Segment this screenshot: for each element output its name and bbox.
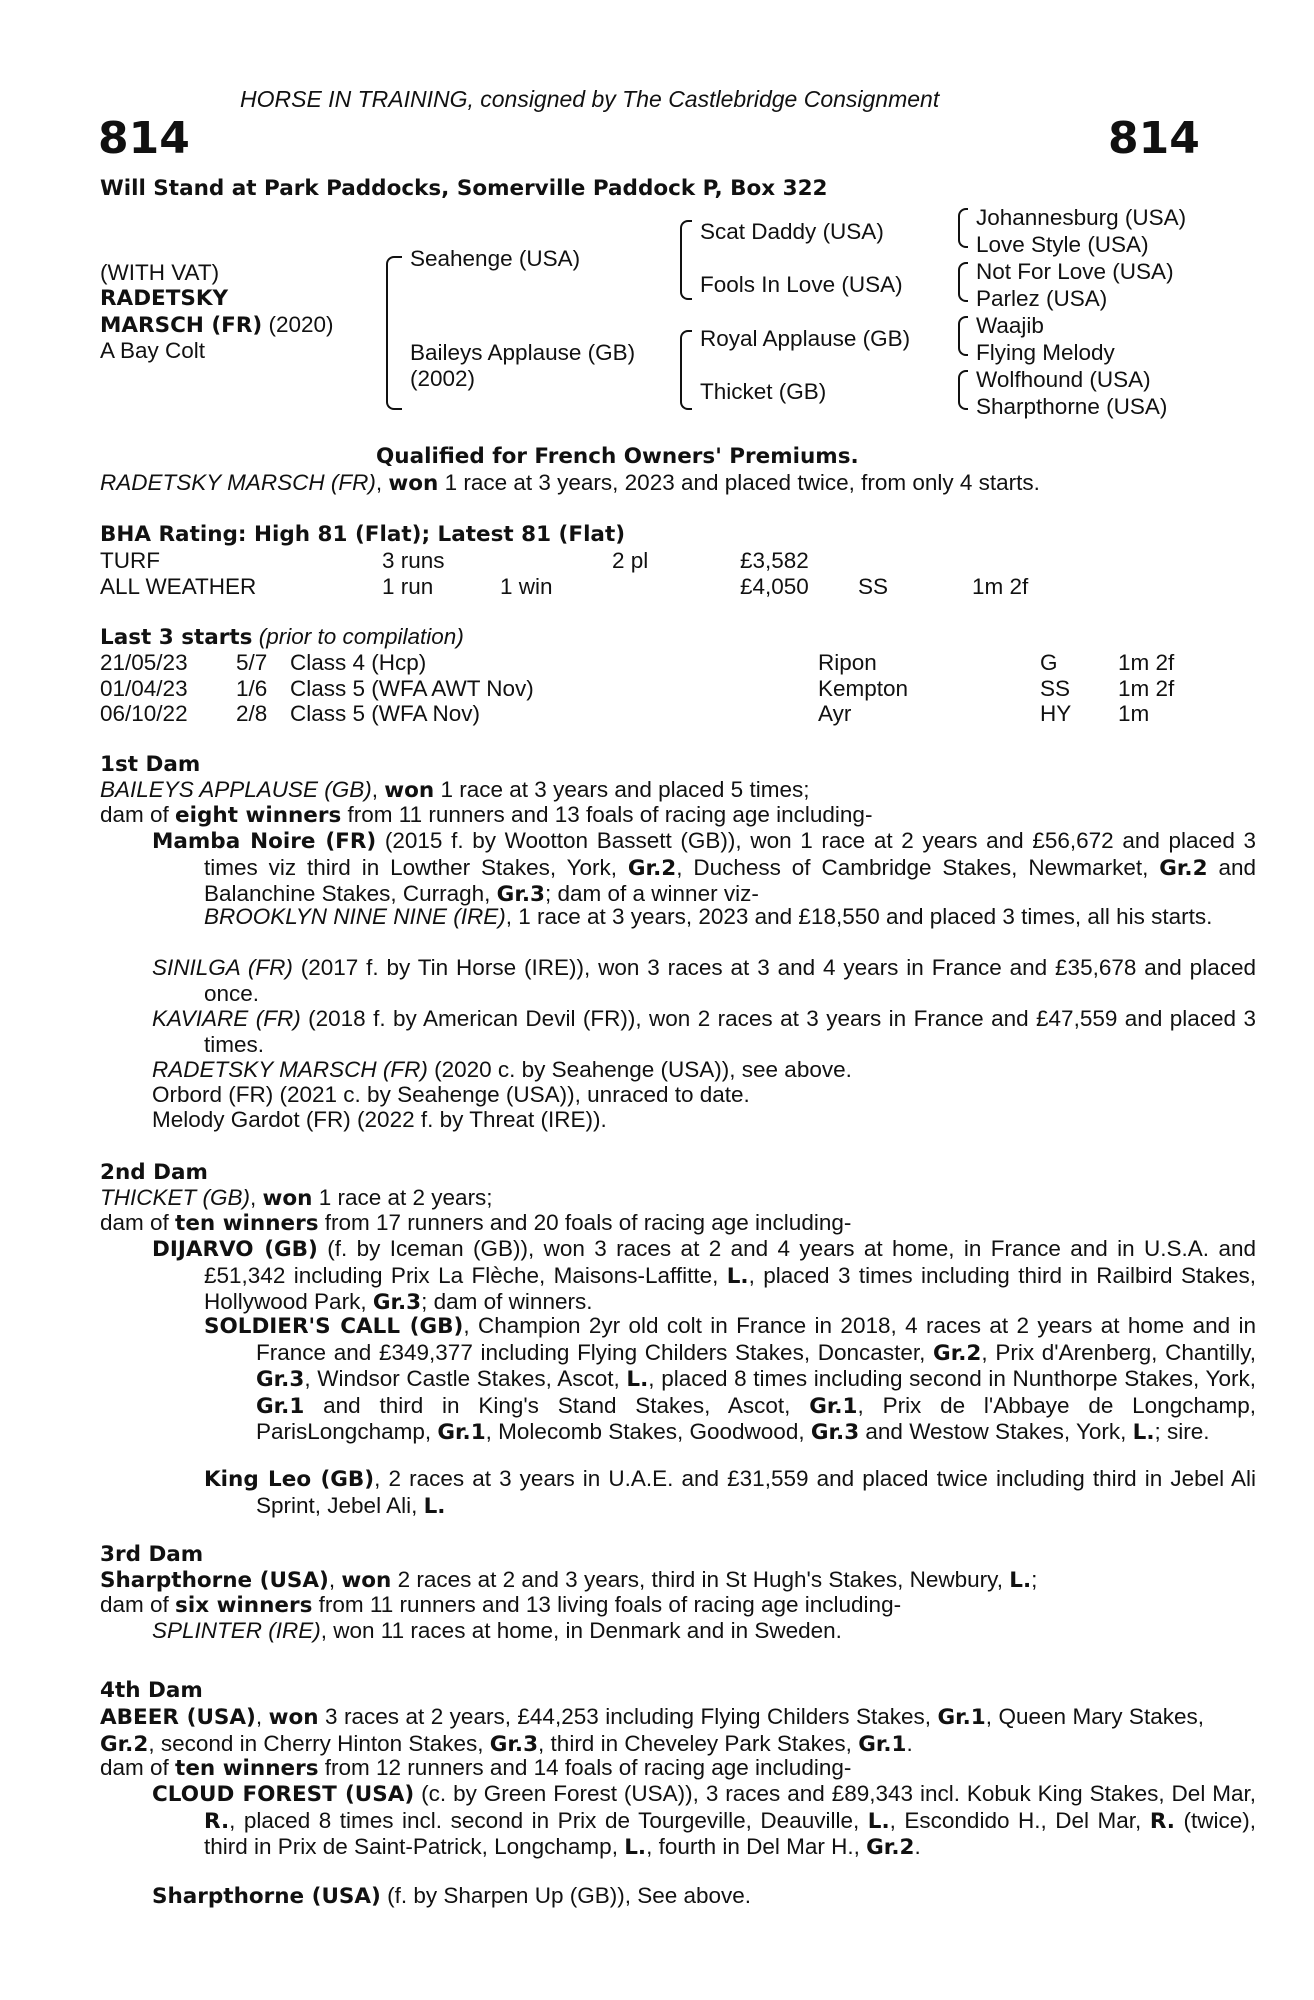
- grade: Gr.1: [937, 1705, 986, 1730]
- start-course: Ripon: [818, 650, 877, 675]
- entry-text: , placed 8 times incl. second in Prix de Tourgeville, Deauville,: [229, 1807, 868, 1833]
- grade: Gr.2: [1159, 855, 1208, 881]
- dam3-entry-splinter: [152, 1618, 1256, 1644]
- start-row: [100, 701, 1200, 727]
- entry-name: Sharpthorne (USA): [152, 1884, 381, 1909]
- dam4-entry-sharpthorne: [152, 1883, 1256, 1910]
- grade: L.: [1132, 1420, 1155, 1445]
- race-summary: [100, 470, 1040, 497]
- dam1-produce-pre: dam of: [100, 802, 176, 827]
- dam1-name: BAILEYS APPLAUSE (GB): [100, 777, 372, 802]
- grade: L.: [624, 1835, 647, 1860]
- sire-name: Seahenge (USA): [410, 246, 581, 271]
- entry-text: and Westow Stakes, York,: [859, 1419, 1133, 1444]
- start-course: Kempton: [818, 675, 909, 701]
- grade: Gr.3: [496, 882, 545, 907]
- entry-text: , fourth in Del Mar H.,: [646, 1834, 867, 1859]
- summary-horse: RADETSKY MARSCH (FR): [100, 470, 376, 495]
- dam2-record-text: 1 race at 2 years;: [312, 1185, 493, 1210]
- entry-name: King Leo (GB): [204, 1467, 375, 1492]
- dam-sire-sire: Waajib: [976, 313, 1044, 338]
- start-going: G: [1040, 650, 1058, 675]
- last-starts-heading: [100, 624, 464, 651]
- stand-location: Will Stand at Park Paddocks, Somerville Paddock P, Box 322: [100, 176, 828, 201]
- dam2-produce: [100, 1210, 1204, 1237]
- start-date: 06/10/22: [100, 701, 188, 726]
- grade: L.: [867, 1808, 890, 1834]
- entry-name: SPLINTER (IRE): [152, 1618, 321, 1643]
- dam4-record-text: 3 races at 2 years, £44,253 including Flying Childers Stakes,: [318, 1704, 938, 1729]
- dam2-record: [100, 1185, 1204, 1212]
- dam4-record: [100, 1704, 1204, 1757]
- dam1-entry-kaviare: [152, 1006, 1256, 1057]
- brace-ss: [958, 208, 968, 248]
- entry-text: (2015 f. by Wootton Bassett (GB)), won 1 race at 2 years and £56,672 and placed 3 times viz third in Lowther Stakes, York,: [204, 828, 1257, 880]
- entry-text: , placed 3 times including third in Railbird Stakes, Hollywood Park,: [204, 1262, 1256, 1314]
- entry-text: (f. by Sharpen Up (GB)), See above.: [380, 1883, 752, 1908]
- dam2-produce-pre: dam of: [100, 1210, 176, 1235]
- summary-sep: ,: [375, 470, 389, 495]
- grade: L.: [423, 1493, 446, 1519]
- last-starts-title: Last 3 starts: [100, 625, 253, 650]
- dam1-entry-melody: Melody Gardot (FR) (2022 f. by Threat (IRE)).: [152, 1107, 607, 1132]
- dam3-produce-pre: dam of: [100, 1592, 176, 1617]
- dam4-record-end: .: [906, 1730, 913, 1756]
- dam1-won: won: [384, 778, 435, 803]
- premium-note: Qualified for French Owners' Premiums.: [376, 444, 859, 469]
- consignor-subtitle: HORSE IN TRAINING, consigned by The Castlebridge Consignment: [240, 86, 940, 112]
- dam1-record-text: 1 race at 3 years and placed 5 times;: [434, 777, 810, 802]
- rating-places: 2 pl: [612, 548, 649, 573]
- grade: Gr.2: [100, 1731, 149, 1757]
- start-pos: 5/7: [236, 650, 268, 675]
- dam4-won: won: [268, 1705, 319, 1730]
- grade: Gr.1: [256, 1393, 305, 1419]
- entry-text: , Prix de l'Abbaye de Longchamp, ParisLongchamp,: [256, 1392, 1256, 1444]
- start-dist: 1m: [1118, 701, 1150, 726]
- entry-text: (c. by Green Forest (USA)), 3 races and £89,343 incl. Kobuk King Stakes, Del Mar,: [414, 1781, 1257, 1806]
- lot-number-left: 814: [98, 113, 190, 164]
- entry-name: KAVIARE (FR): [152, 1006, 301, 1031]
- dam4-sep: ,: [255, 1704, 269, 1729]
- last-starts-note: (prior to compilation): [252, 624, 464, 649]
- dam4-produce: [100, 1755, 1204, 1782]
- rating-wins: 1 win: [500, 573, 553, 599]
- entry-text: , Molecomb Stakes, Goodwood,: [485, 1419, 811, 1444]
- start-race: Class 5 (WFA Nov): [290, 701, 481, 726]
- sire-dam-dam: Parlez (USA): [976, 286, 1108, 311]
- entry-text: , won 11 races at home, in Denmark and in Sweden.: [320, 1618, 842, 1643]
- entry-text: , Prix d'Arenberg, Chantilly,: [981, 1339, 1256, 1365]
- dam1-entry-sinilga: [152, 955, 1256, 1006]
- dam1-sep: ,: [371, 777, 385, 802]
- entry-text: , 2 races at 3 years in U.A.E. and £31,559 and placed twice including third in Jebel Ali Sprint, Jebel Ali,: [256, 1466, 1257, 1518]
- rating-runs: 1 run: [382, 573, 434, 599]
- start-race: Class 4 (Hcp): [290, 650, 427, 675]
- entry-text: (2018 f. by American Devil (FR)), won 2 races at 3 years in France and £47,559 and placed 3 times.: [204, 1006, 1256, 1057]
- rating-prize: £4,050: [740, 573, 809, 599]
- grade: L.: [1009, 1568, 1032, 1593]
- rating-surface: ALL WEATHER: [100, 573, 257, 599]
- start-going: SS: [1040, 675, 1071, 701]
- dam1-winners: eight winners: [175, 803, 342, 828]
- dam1-produce-post: from 11 runners and 13 foals of racing age including-: [341, 802, 873, 827]
- entry-text: , Windsor Castle Stakes, Ascot,: [304, 1366, 627, 1391]
- dam-dam-dam: Sharpthorne (USA): [976, 394, 1168, 419]
- sire-dam-sire: Not For Love (USA): [976, 259, 1174, 284]
- entry-name: CLOUD FOREST (USA): [152, 1782, 415, 1807]
- dam3-heading: 3rd Dam: [100, 1542, 204, 1567]
- dam3-produce: [100, 1592, 1204, 1619]
- entry-text: (twice), third in Prix de Saint-Patrick, Longchamp,: [204, 1807, 1256, 1859]
- dam4-produce-post: from 12 runners and 14 foals of racing age including-: [318, 1755, 852, 1780]
- rating-runs: 3 runs: [382, 548, 445, 573]
- entry-text: and third in King's Stand Stakes, Ascot,: [304, 1392, 810, 1418]
- grade: Gr.1: [858, 1731, 907, 1757]
- entry-text: and Balanchine Stakes, Curragh,: [204, 854, 1256, 906]
- sire-sire-dam: Love Style (USA): [976, 232, 1149, 257]
- grade: R.: [204, 1808, 230, 1834]
- dam2-entry-dijarvo: [152, 1236, 1256, 1316]
- entry-name: SOLDIER'S CALL (GB): [204, 1314, 464, 1339]
- vat-note: (WITH VAT): [100, 260, 220, 285]
- dam1-entry-brooklyn: [204, 904, 1256, 930]
- entry-text: ; dam of a winner viz-: [544, 881, 759, 906]
- brace-ds: [958, 316, 968, 356]
- horse-year: (2020): [262, 312, 334, 337]
- grade: L.: [726, 1263, 749, 1289]
- starts-table: [100, 650, 1200, 727]
- entry-text: (f. by Iceman (GB)), won 3 races at 2 and 4 years at home, in France and in U.S.A. and £51,342 including Prix La Flèche, Maisons-Laffitte,: [204, 1236, 1256, 1288]
- sire-sire: Scat Daddy (USA): [700, 219, 884, 244]
- brace-dd: [958, 370, 968, 410]
- summary-won: won: [388, 471, 439, 496]
- horse-description: A Bay Colt: [100, 338, 206, 363]
- start-date: 21/05/23: [100, 650, 188, 675]
- dam4-record-text: , Queen Mary Stakes,: [985, 1704, 1204, 1729]
- grade: R.: [1149, 1808, 1175, 1834]
- entry-name: Mamba Noire (FR): [152, 829, 377, 854]
- entry-text: (2017 f. by Tin Horse (IRE)), won 3 races at 3 and 4 years in France and £35,678 and placed once.: [204, 955, 1256, 1006]
- grade: L.: [626, 1367, 649, 1392]
- dam4-produce-pre: dam of: [100, 1755, 176, 1780]
- dam1-entry-radetsky: [152, 1057, 1256, 1083]
- dam-year: (2002): [410, 366, 476, 391]
- dam2-entry-king-leo: [204, 1466, 1256, 1519]
- rating-going: SS: [858, 573, 889, 599]
- start-date: 01/04/23: [100, 675, 188, 701]
- brace-dam: [680, 330, 692, 410]
- sire-dam: Fools In Love (USA): [700, 272, 903, 297]
- dam-dam: Thicket (GB): [700, 379, 827, 404]
- entry-text: .: [914, 1834, 921, 1859]
- dam1-heading: 1st Dam: [100, 752, 201, 777]
- start-race: Class 5 (WFA AWT Nov): [290, 675, 534, 701]
- dam-name: Baileys Applause (GB): [410, 340, 636, 365]
- entry-name: SINILGA (FR): [152, 955, 293, 980]
- entry-text: ; sire.: [1154, 1419, 1210, 1444]
- grade: Gr.1: [437, 1420, 486, 1445]
- lot-number-right: 814: [1108, 113, 1200, 164]
- dam4-record-text: , second in Cherry Hinton Stakes,: [148, 1730, 490, 1756]
- dam2-sep: ,: [250, 1185, 263, 1210]
- dam4-name: ABEER (USA): [100, 1705, 256, 1730]
- entry-text: , placed 8 times including second in Nunthorpe Stakes, York,: [648, 1366, 1256, 1391]
- entry-name: RADETSKY MARSCH (FR): [152, 1057, 428, 1082]
- grade: Gr.3: [810, 1420, 860, 1445]
- rating-table: [100, 548, 1200, 599]
- dam3-record-text: 2 races at 2 and 3 years, third in St Hugh's Stakes, Newbury,: [391, 1567, 1010, 1592]
- start-dist: 1m 2f: [1118, 650, 1175, 675]
- dam3-produce-post: from 11 runners and 13 living foals of racing age including-: [312, 1592, 902, 1617]
- start-going: HY: [1040, 701, 1072, 726]
- entry-text: ; dam of winners.: [421, 1289, 593, 1314]
- grade: Gr.2: [866, 1835, 915, 1860]
- rating-prize: £3,582: [740, 548, 809, 573]
- start-dist: 1m 2f: [1118, 675, 1175, 701]
- horse-name-line2: [100, 312, 334, 339]
- dam3-won: won: [341, 1568, 392, 1593]
- dam2-heading: 2nd Dam: [100, 1160, 208, 1185]
- dam1-record: [100, 777, 1204, 804]
- entry-name: BROOKLYN NINE NINE (IRE): [204, 904, 506, 929]
- dam4-heading: 4th Dam: [100, 1678, 203, 1703]
- dam3-name: Sharpthorne (USA): [100, 1568, 329, 1593]
- rating-row-aw: [100, 574, 1200, 600]
- entry-text: , Escondido H., Del Mar,: [889, 1807, 1150, 1833]
- dam3-record: [100, 1567, 1204, 1594]
- start-pos: 2/8: [236, 701, 268, 726]
- dam2-won: won: [262, 1186, 313, 1211]
- dam2-entry-soldiers-call: [204, 1313, 1256, 1446]
- summary-rest: 1 race at 3 years, 2023 and placed twice, from only 4 starts.: [438, 470, 1040, 495]
- grade: Gr.3: [372, 1290, 422, 1315]
- horse-name-line1: RADETSKY: [100, 286, 229, 311]
- grade: Gr.1: [809, 1393, 858, 1419]
- entry-name: DIJARVO (GB): [152, 1237, 318, 1262]
- start-row: [100, 650, 1200, 676]
- dam2-produce-post: from 17 runners and 20 foals of racing age including-: [318, 1210, 852, 1235]
- dam4-entry-cloud-forest: [152, 1781, 1256, 1861]
- grade: Gr.3: [489, 1731, 539, 1757]
- brace-sd: [958, 262, 968, 302]
- dam1-produce: [100, 802, 1204, 829]
- dam-sire: Royal Applause (GB): [700, 326, 911, 351]
- rating-dist: 1m 2f: [972, 573, 1029, 599]
- grade: Gr.2: [933, 1340, 982, 1366]
- rating-surface: TURF: [100, 548, 160, 573]
- dam-dam-sire: Wolfhound (USA): [976, 367, 1151, 392]
- entry-text: , Duchess of Cambridge Stakes, Newmarket,: [676, 854, 1160, 880]
- entry-text: (2020 c. by Seahenge (USA)), see above.: [427, 1057, 852, 1082]
- dam3-record-end: ;: [1031, 1567, 1038, 1592]
- start-row: [100, 676, 1200, 702]
- dam4-record-text: , third in Cheveley Park Stakes,: [538, 1730, 859, 1756]
- horse-name-line2-text: MARSCH (FR): [100, 313, 263, 338]
- dam1-entry-mamba: [152, 828, 1256, 908]
- start-pos: 1/6: [236, 675, 268, 701]
- bha-rating: BHA Rating: High 81 (Flat); Latest 81 (Flat): [100, 522, 626, 547]
- grade: Gr.2: [627, 855, 677, 881]
- grade: Gr.3: [256, 1367, 305, 1392]
- entry-text: , Champion 2yr old colt in France in 2018, 4 races at 2 years at home and in France and £349,377 including Flying Childers Stakes, Doncaster,: [256, 1313, 1256, 1365]
- brace-main: [386, 256, 402, 410]
- dam4-winners: ten winners: [175, 1756, 319, 1781]
- dam2-winners: ten winners: [175, 1211, 319, 1236]
- start-course: Ayr: [818, 701, 852, 726]
- dam3-sep: ,: [328, 1567, 342, 1592]
- sire-sire-sire: Johannesburg (USA): [976, 205, 1187, 230]
- dam-sire-dam: Flying Melody: [976, 340, 1115, 365]
- entry-text: , 1 race at 3 years, 2023 and £18,550 and placed 3 times, all his starts.: [505, 904, 1213, 929]
- dam2-name: THICKET (GB): [100, 1185, 250, 1210]
- brace-sire: [680, 220, 692, 300]
- dam1-entry-orbord: Orbord (FR) (2021 c. by Seahenge (USA)), unraced to date.: [152, 1082, 750, 1107]
- dam3-winners: six winners: [175, 1593, 313, 1618]
- rating-row-turf: [100, 548, 1200, 574]
